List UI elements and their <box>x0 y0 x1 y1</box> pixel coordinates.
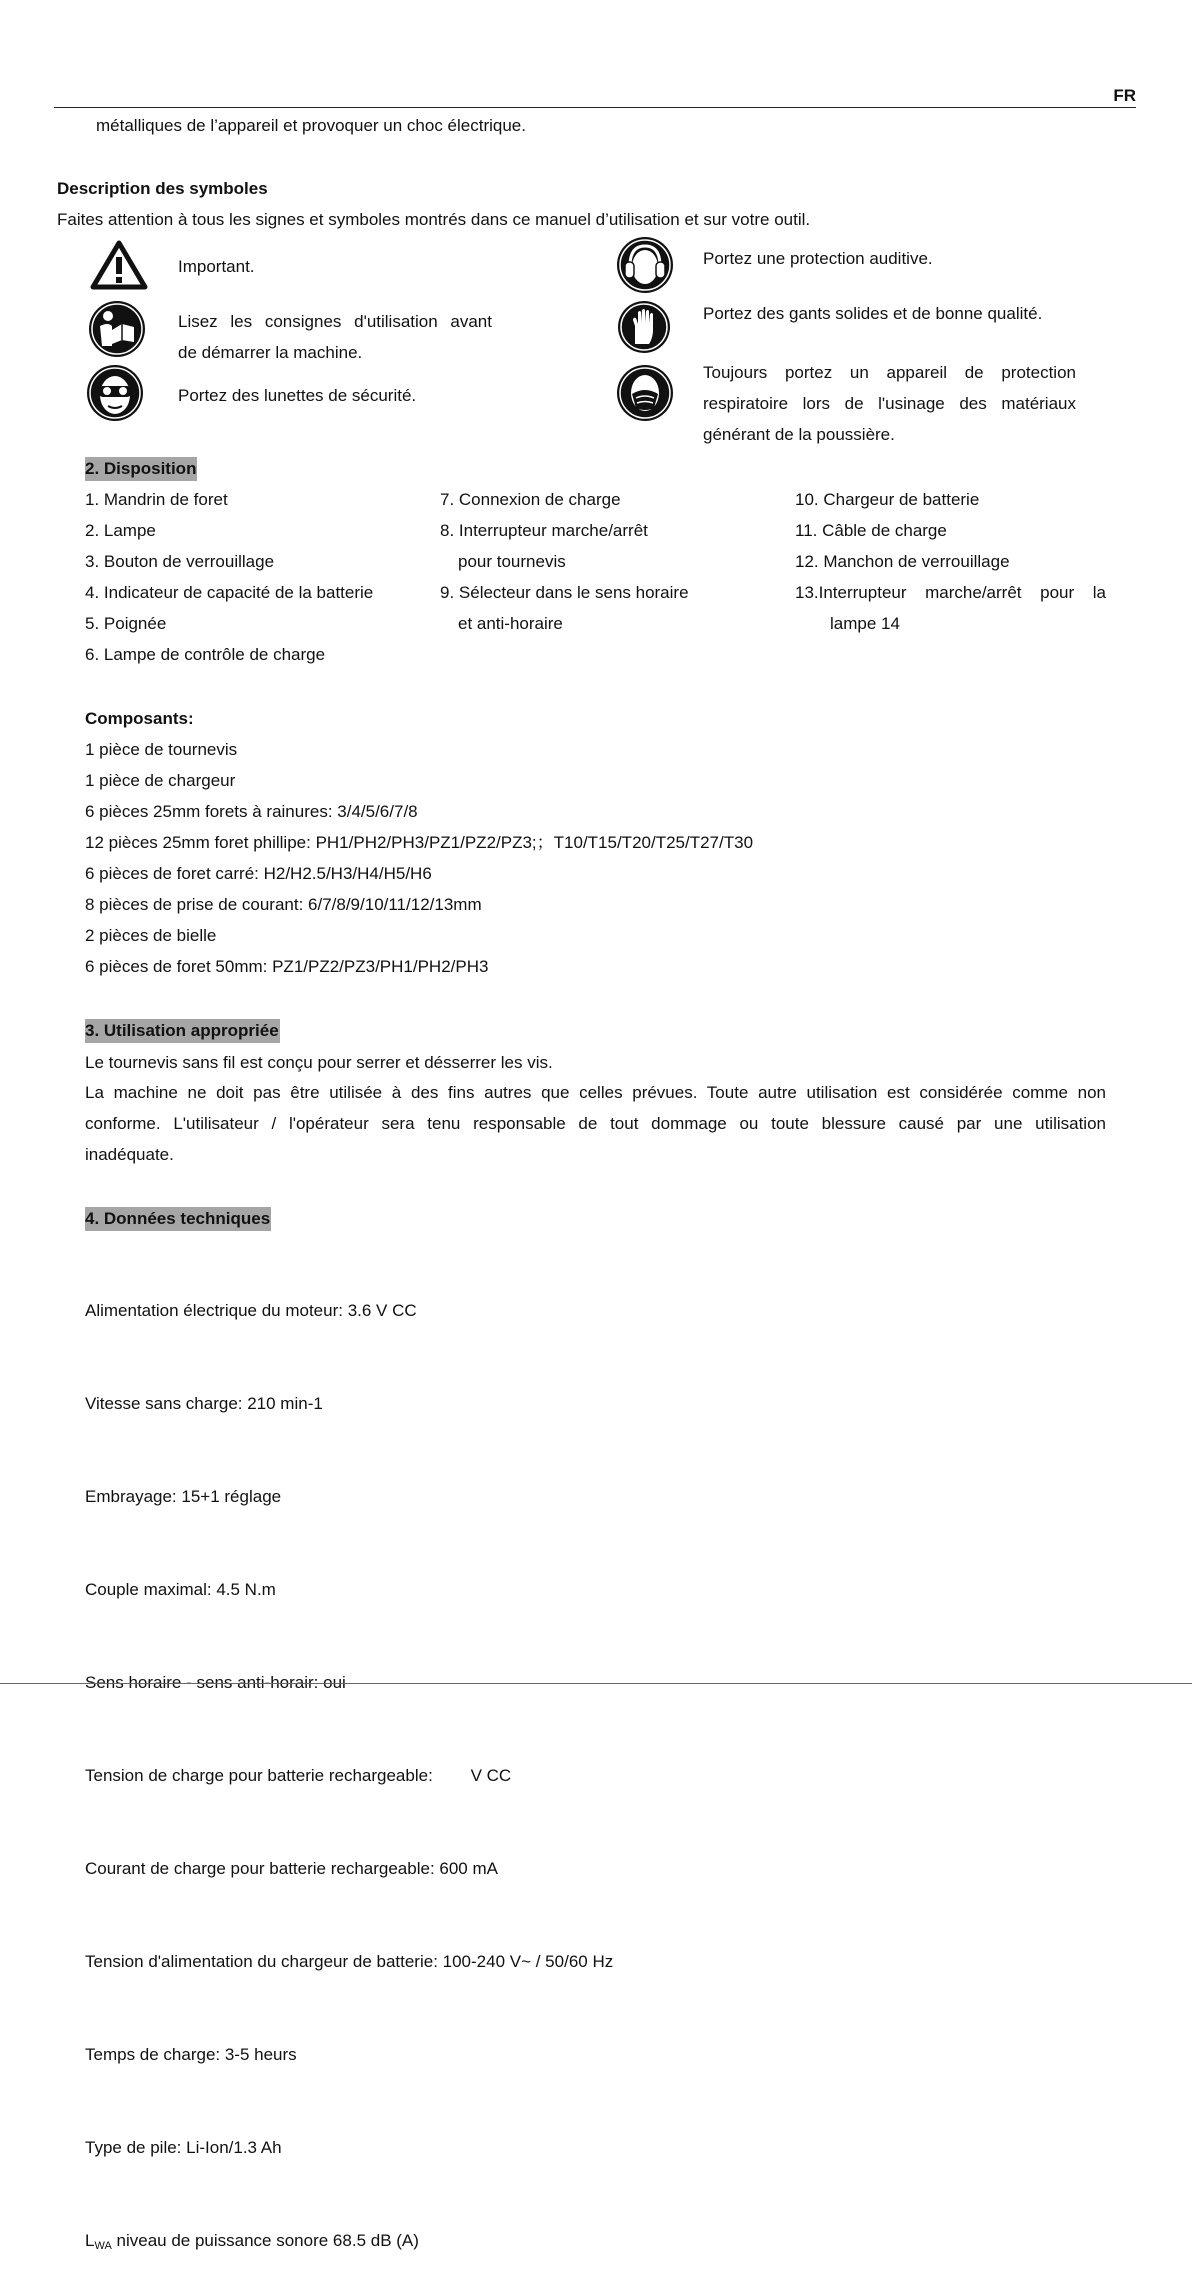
header-rule <box>54 107 1136 108</box>
technique-title: 4. Données techniques <box>85 1210 271 1227</box>
list-item: Tension d'alimentation du chargeur de batterie: 100-240 V~ / 50/60 Hz <box>85 1952 614 1971</box>
disposition-item: 7. Connexion de charge <box>440 490 621 509</box>
continuation-text: métalliques de l’appareil et provoquer un choc électrique. <box>96 116 526 135</box>
gloves-icon <box>617 300 671 354</box>
disposition-item: 12. Manchon de verrouillage <box>795 552 1010 571</box>
disposition-item: lampe 14 <box>830 614 900 633</box>
utilisation-p2-line3: inadéquate. <box>85 1145 174 1164</box>
disposition-item: 6. Lampe de contrôle de charge <box>85 645 326 664</box>
disposition-item: 8. Interrupteur marche/arrêt <box>440 521 648 540</box>
disposition-col-3 <box>795 484 1106 639</box>
ear-protection-icon <box>616 236 674 294</box>
disposition-col-1 <box>85 484 373 670</box>
disposition-item: 3. Bouton de verrouillage <box>85 552 275 571</box>
language-code: FR <box>1113 86 1136 105</box>
symbol-text-respirator-line1: Toujours portez un appareil de protection <box>703 363 1076 382</box>
symbol-text-respirator <box>703 357 1076 450</box>
symbol-text-respirator-line2: respiratoire lors de l'usinage des matériaux <box>703 394 1076 413</box>
safety-goggles-icon <box>86 364 144 422</box>
technique-list <box>85 1233 613 2293</box>
composants-title: Composants: <box>85 709 194 728</box>
list-item: Type de pile: Li-Ion/1.3 Ah <box>85 2138 282 2157</box>
list-item: Temps de charge: 3-5 heurs <box>85 2045 297 2064</box>
disposition-item: 1. Mandrin de foret <box>85 490 228 509</box>
list-item: 12 pièces 25mm foret phillipe: PH1/PH2/PH3/PZ1/PZ2/PZ3;；T10/T15/T20/T25/T27/T30 <box>85 833 754 852</box>
disposition-title: 2. Disposition <box>85 460 197 477</box>
list-item: Vitesse sans charge: 210 min-1 <box>85 1394 323 1413</box>
disposition-item: 5. Poignée <box>85 614 167 633</box>
list-item: Couple maximal: 4.5 N.m <box>85 1580 276 1599</box>
list-item: Embrayage: 15+1 réglage <box>85 1487 282 1506</box>
symbol-text-read-manual-line1: Lisez les consignes d'utilisation avant <box>178 312 492 331</box>
list-item: 6 pièces de foret 50mm: PZ1/PZ2/PZ3/PH1/PH2/PH3 <box>85 957 489 976</box>
utilisation-p2-line2: conforme. L'utilisateur / l'opérateur sera tenu responsable de tout dommage ou toute blessure causé par une utilisation <box>85 1114 1106 1133</box>
warning-triangle-icon <box>90 240 148 290</box>
disposition-item: 11. Câble de charge <box>795 521 947 540</box>
utilisation-p2-line1: La machine ne doit pas être utilisée à des fins autres que celles prévues. Toute autre utilisation est considérée comme non <box>85 1083 1106 1102</box>
symbols-intro: Faites attention à tous les signes et symboles montrés dans ce manuel d’utilisation et sur votre outil. <box>57 210 811 229</box>
disposition-col-2 <box>440 484 689 639</box>
disposition-item: pour tournevis <box>458 552 566 571</box>
utilisation-paragraph-1: Le tournevis sans fil est conçu pour serrer et désserrer les vis. <box>85 1053 553 1072</box>
symbols-title: Description des symboles <box>57 179 268 198</box>
symbol-text-gloves: Portez des gants solides et de bonne qualité. <box>703 304 1043 323</box>
list-item: 2 pièces de bielle <box>85 926 217 945</box>
symbol-text-read-manual-line2: de démarrer la machine. <box>178 343 363 362</box>
utilisation-title: 3. Utilisation appropriée <box>85 1022 280 1039</box>
list-item: Alimentation électrique du moteur: 3.6 V CC <box>85 1301 417 1320</box>
symbol-text-important: Important. <box>178 257 255 276</box>
list-item: 8 pièces de prise de courant: 6/7/8/9/10/11/12/13mm <box>85 895 482 914</box>
composants-list <box>85 734 753 982</box>
respirator-icon <box>616 364 674 422</box>
disposition-item: 2. Lampe <box>85 521 156 540</box>
disposition-item: et anti-horaire <box>458 614 563 633</box>
disposition-item: 4. Indicateur de capacité de la batterie <box>85 583 374 602</box>
disposition-item: 10. Chargeur de batterie <box>795 490 980 509</box>
read-manual-icon <box>88 300 146 358</box>
disposition-item: 9. Sélecteur dans le sens horaire <box>440 583 689 602</box>
list-item: Courant de charge pour batterie rechargeable: 600 mA <box>85 1859 498 1878</box>
list-item: 1 pièce de tournevis <box>85 740 238 759</box>
list-item: Sens horaire - sens anti-horair: oui <box>85 1673 346 1692</box>
list-item: 6 pièces 25mm forets à rainures: 3/4/5/6/7/8 <box>85 802 418 821</box>
symbol-text-ear: Portez une protection auditive. <box>703 249 933 268</box>
disposition-item: 13.Interrupteur marche/arrêt pour la <box>795 583 1106 602</box>
list-item: 1 pièce de chargeur <box>85 771 236 790</box>
list-item: 6 pièces de foret carré: H2/H2.5/H3/H4/H5/H6 <box>85 864 432 883</box>
footer-rule <box>0 1683 1192 1684</box>
symbol-text-goggles: Portez des lunettes de sécurité. <box>178 386 417 405</box>
list-item: Tension de charge pour batterie rechargeable: V CC <box>85 1766 512 1785</box>
symbol-text-respirator-line3: générant de la poussière. <box>703 425 895 444</box>
symbol-text-read-manual <box>178 306 492 368</box>
sound-power-item: $L_{WA}$ niveau de puissance sonore 68.5 dB (A) <box>85 2231 419 2252</box>
